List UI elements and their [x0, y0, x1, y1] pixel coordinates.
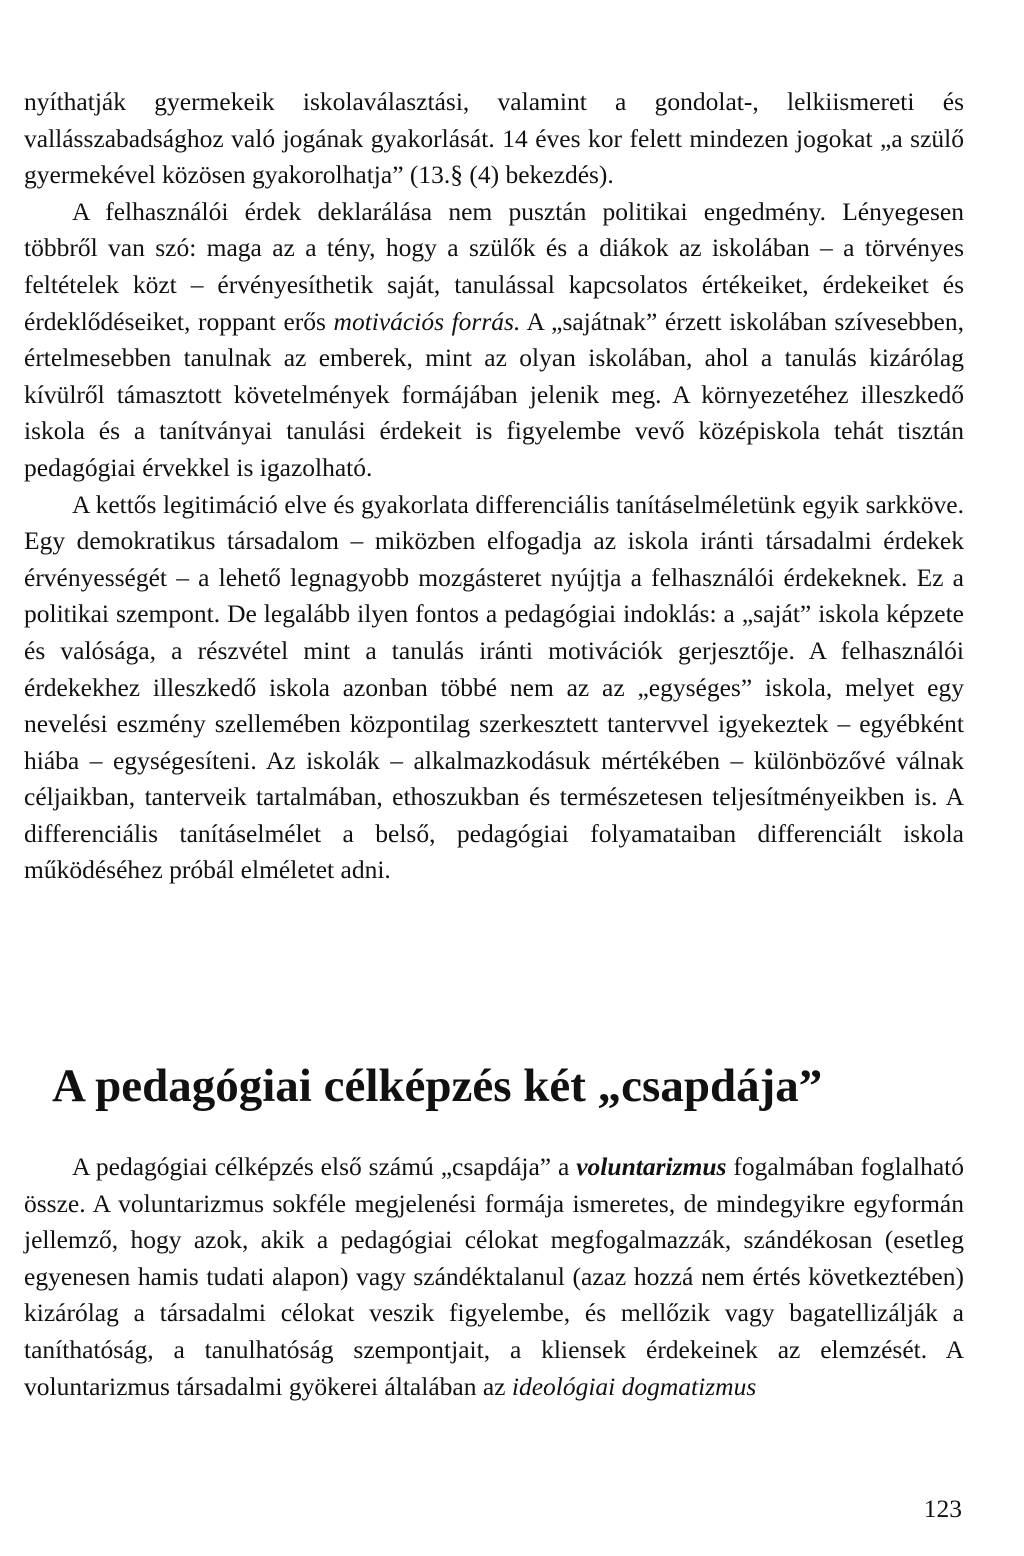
paragraph-4-text-a: A pedagógiai célképzés első számú „csapdája” a: [72, 1152, 577, 1181]
paragraph-3: [24, 487, 964, 890]
paragraph-2-emphasis: motivációs forrás.: [333, 306, 521, 336]
paragraph-2-text-a: A felhasználói érdek deklarálása nem pusztán politikai engedmény. Lényegesen többről van szó: maga az a tény, hogy a szülők és a diákok az iskolában – a törvényes feltételek közt – érvényesíthetik saját, tanulással kapcsolatos értékeiket, érdekeiket és érdeklődéseiket, roppant erős: [24, 196, 964, 336]
section-2-body: [24, 1149, 964, 1405]
paragraph-1: [24, 84, 964, 194]
paragraph-4-emphasis: ideológiai dogmatizmus: [511, 1371, 757, 1401]
paragraph-4-term: voluntarizmus: [576, 1152, 727, 1181]
paragraph-4: [24, 1149, 964, 1405]
paragraph-2: [24, 194, 964, 487]
paragraph-2-text-b: A „sajátnak” érzett iskolában szívesebben, értelmesebben tanulnak az emberek, mint az olyan iskolában, ahol a tanulás kizárólag kívülről támasztott követelmények formájában jelenik meg. A környezetéhez illeszkedő iskola és a tanítványai tanulási érdekeit is figyelembe vevő középiskola tehát tisztán pedagógiai érvekkel is igazolható.: [24, 306, 964, 482]
page-number: 123: [923, 1494, 962, 1523]
paragraph-3-text: A kettős legitimáció elve és gyakorlata differenciális tanításelméletünk egyik sarkköve. Egy demokratikus társadalom – miközben elfogadja az iskola iránti társadalmi érdekek érvényességét – a lehető legnagyobb mozgásteret nyújtja a felhasználói érdekeknek. Ez a politikai szempont. De legalább ilyen fontos a pedagógiai indoklás: a „saját” iskola képzete és valósága, a részvétel mint a tanulás iránti motivációk gerjesztője. A felhasználói érdekekhez illeszkedő iskola azonban többé nem az az „egységes” iskola, melyet egy nevelési eszmény szellemében központilag szerkesztett tantervvel igyekeztek – egyébként hiába – egységesíteni. Az iskolák – alkalmazkodásuk mértékében – különbözővé válnak céljaikban, tanterveik tartalmában, ethoszukban és természetesen teljesítményeikben is. A differenciális tanításelmélet a belső, pedagógiai folyamataiban differenciált iskola működéséhez próbál elméletet adni.: [24, 489, 964, 885]
paragraph-4-text-b: fogalmában foglalható össze. A voluntarizmus sokféle megjelenési formája ismeretes, de mindegyikre egyformán jellemző, hogy azok, akik a pedagógiai célokat megfogalmazzák, szándékosan (esetleg egyenesen hamis tudati alapon) vagy szándéktalanul (azaz hozzá nem értés következtében) kizárólag a társadalmi célokat veszik figyelembe, és mellőzik vagy bagatellizálják a taníthatóság, a tanulhatóság szempontjait, a kliensek érdekeinek az elemzését. A voluntarizmus társadalmi gyökerei általában az: [24, 1152, 965, 1401]
page-body: [24, 84, 964, 889]
section-heading: A pedagógiai célképzés két „csapdája”: [52, 1060, 823, 1112]
paragraph-1-text: nyíthatják gyermekeik iskolaválasztási, valamint a gondolat-, lelkiismereti és vallásszabadsághoz való jogának gyakorlását. 14 éves kor felett mindezen jogokat „a szülő gyermekével közösen gyakorolhatja” (13.§ (4) bekezdés).: [24, 87, 964, 190]
